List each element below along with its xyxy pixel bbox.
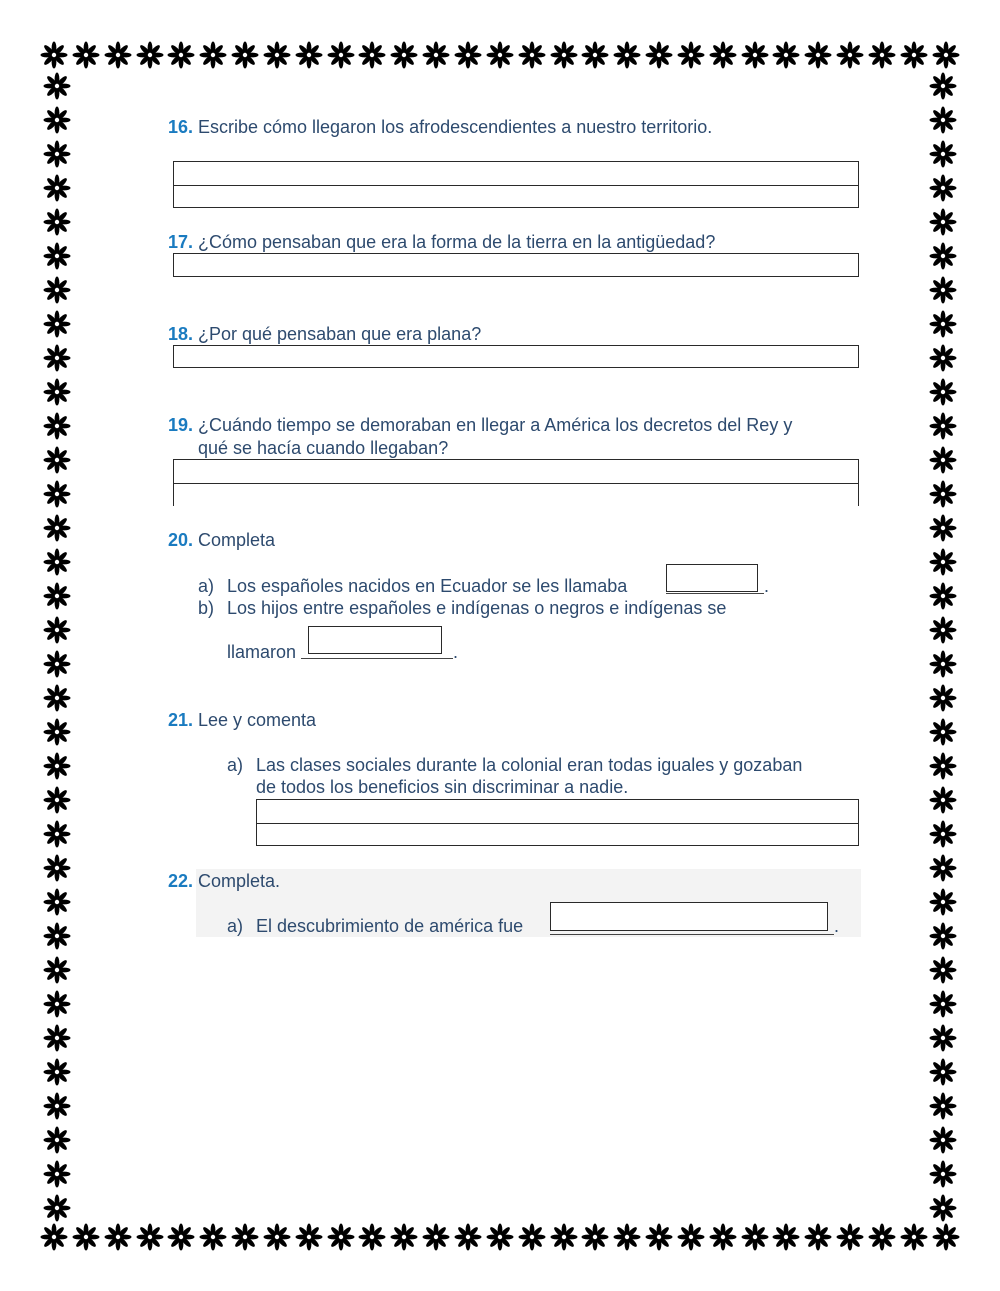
asterisk-flower-icon bbox=[43, 990, 71, 1018]
asterisk-flower-icon bbox=[199, 41, 227, 69]
asterisk-flower-icon bbox=[581, 1223, 609, 1251]
asterisk-flower-icon bbox=[263, 1223, 291, 1251]
asterisk-flower-icon bbox=[390, 41, 418, 69]
asterisk-flower-icon bbox=[40, 41, 68, 69]
asterisk-flower-icon bbox=[43, 582, 71, 610]
asterisk-flower-icon bbox=[43, 684, 71, 712]
asterisk-flower-icon bbox=[518, 1223, 546, 1251]
asterisk-flower-icon bbox=[929, 378, 957, 406]
question-21a-line1: Las clases sociales durante la colonial eran todas iguales y gozaban bbox=[256, 755, 803, 775]
answer-17-field[interactable] bbox=[173, 253, 859, 277]
asterisk-flower-icon bbox=[43, 888, 71, 916]
question-19-text-line1: ¿Cuándo tiempo se demoraban en llegar a América los decretos del Rey y bbox=[198, 415, 793, 435]
asterisk-flower-icon bbox=[518, 41, 546, 69]
asterisk-flower-icon bbox=[43, 446, 71, 474]
asterisk-flower-icon bbox=[929, 1126, 957, 1154]
asterisk-flower-icon bbox=[929, 174, 957, 202]
asterisk-flower-icon bbox=[358, 1223, 386, 1251]
asterisk-flower-icon bbox=[709, 41, 737, 69]
asterisk-flower-icon bbox=[43, 140, 71, 168]
answer-22a-underline bbox=[550, 934, 834, 935]
asterisk-flower-icon bbox=[43, 208, 71, 236]
asterisk-flower-icon bbox=[613, 1223, 641, 1251]
question-17-text: ¿Cómo pensaban que era la forma de la tierra en la antigüedad? bbox=[198, 232, 716, 252]
question-21-number: 21. bbox=[168, 710, 194, 730]
asterisk-flower-icon bbox=[929, 548, 957, 576]
answer-21-field[interactable] bbox=[256, 799, 859, 846]
answer-21-divider bbox=[257, 823, 858, 824]
asterisk-flower-icon bbox=[677, 1223, 705, 1251]
question-20-text: Completa bbox=[198, 530, 276, 550]
question-20a-text: Los españoles nacidos en Ecuador se les llamaba bbox=[227, 576, 628, 596]
asterisk-flower-icon bbox=[43, 786, 71, 814]
asterisk-flower-icon bbox=[929, 276, 957, 304]
question-21a-marker: a) bbox=[227, 755, 244, 775]
asterisk-flower-icon bbox=[772, 41, 800, 69]
asterisk-flower-icon bbox=[836, 1223, 864, 1251]
question-20a-marker: a) bbox=[198, 576, 215, 596]
asterisk-flower-icon bbox=[929, 1092, 957, 1120]
asterisk-flower-icon bbox=[804, 1223, 832, 1251]
asterisk-flower-icon bbox=[167, 1223, 195, 1251]
asterisk-flower-icon bbox=[231, 41, 259, 69]
asterisk-flower-icon bbox=[136, 41, 164, 69]
asterisk-flower-icon bbox=[454, 1223, 482, 1251]
asterisk-flower-icon bbox=[741, 1223, 769, 1251]
asterisk-flower-icon bbox=[72, 1223, 100, 1251]
asterisk-flower-icon bbox=[929, 922, 957, 950]
asterisk-flower-icon bbox=[43, 650, 71, 678]
asterisk-flower-icon bbox=[929, 956, 957, 984]
asterisk-flower-icon bbox=[709, 1223, 737, 1251]
asterisk-flower-icon bbox=[43, 480, 71, 508]
border-top bbox=[40, 38, 960, 72]
asterisk-flower-icon bbox=[43, 1058, 71, 1086]
border-left bbox=[40, 72, 74, 1222]
asterisk-flower-icon bbox=[390, 1223, 418, 1251]
question-18-text: ¿Por qué pensaban que era plana? bbox=[198, 324, 482, 344]
answer-16-divider bbox=[174, 185, 858, 186]
question-21a-line2: de todos los beneficios sin discriminar a nadie. bbox=[256, 777, 629, 797]
asterisk-flower-icon bbox=[43, 310, 71, 338]
asterisk-flower-icon bbox=[43, 174, 71, 202]
asterisk-flower-icon bbox=[929, 650, 957, 678]
asterisk-flower-icon bbox=[929, 1024, 957, 1052]
asterisk-flower-icon bbox=[677, 41, 705, 69]
border-bottom bbox=[40, 1220, 960, 1254]
asterisk-flower-icon bbox=[327, 41, 355, 69]
asterisk-flower-icon bbox=[486, 41, 514, 69]
asterisk-flower-icon bbox=[104, 1223, 132, 1251]
answer-20a-underline bbox=[666, 593, 764, 594]
answer-20b-underline bbox=[301, 658, 453, 659]
question-22a-text: El descubrimiento de américa fue bbox=[256, 916, 524, 936]
question-22a-end: . bbox=[834, 916, 840, 936]
asterisk-flower-icon bbox=[43, 276, 71, 304]
asterisk-flower-icon bbox=[929, 106, 957, 134]
question-22-number: 22. bbox=[168, 871, 194, 891]
asterisk-flower-icon bbox=[43, 412, 71, 440]
answer-22a-field[interactable] bbox=[550, 902, 828, 931]
question-16-number: 16. bbox=[168, 117, 194, 137]
asterisk-flower-icon bbox=[900, 41, 928, 69]
question-19-number: 19. bbox=[168, 415, 194, 435]
asterisk-flower-icon bbox=[422, 41, 450, 69]
asterisk-flower-icon bbox=[43, 514, 71, 542]
answer-20b-field[interactable] bbox=[308, 626, 442, 654]
asterisk-flower-icon bbox=[40, 1223, 68, 1251]
asterisk-flower-icon bbox=[43, 1092, 71, 1120]
asterisk-flower-icon bbox=[43, 242, 71, 270]
asterisk-flower-icon bbox=[295, 1223, 323, 1251]
asterisk-flower-icon bbox=[43, 72, 71, 100]
asterisk-flower-icon bbox=[929, 786, 957, 814]
question-20b-marker: b) bbox=[198, 598, 215, 618]
asterisk-flower-icon bbox=[929, 1058, 957, 1086]
asterisk-flower-icon bbox=[929, 140, 957, 168]
asterisk-flower-icon bbox=[422, 1223, 450, 1251]
asterisk-flower-icon bbox=[167, 41, 195, 69]
asterisk-flower-icon bbox=[43, 752, 71, 780]
asterisk-flower-icon bbox=[929, 310, 957, 338]
asterisk-flower-icon bbox=[772, 1223, 800, 1251]
asterisk-flower-icon bbox=[43, 1194, 71, 1222]
asterisk-flower-icon bbox=[932, 41, 960, 69]
question-19-text-line2: qué se hacía cuando llegaban? bbox=[198, 438, 449, 458]
asterisk-flower-icon bbox=[43, 106, 71, 134]
asterisk-flower-icon bbox=[231, 1223, 259, 1251]
asterisk-flower-icon bbox=[43, 854, 71, 882]
asterisk-flower-icon bbox=[929, 718, 957, 746]
answer-18-field[interactable] bbox=[173, 345, 859, 368]
asterisk-flower-icon bbox=[929, 208, 957, 236]
asterisk-flower-icon bbox=[932, 1223, 960, 1251]
asterisk-flower-icon bbox=[43, 820, 71, 848]
asterisk-flower-icon bbox=[43, 718, 71, 746]
answer-19-field[interactable] bbox=[173, 459, 859, 506]
asterisk-flower-icon bbox=[929, 684, 957, 712]
asterisk-flower-icon bbox=[929, 990, 957, 1018]
asterisk-flower-icon bbox=[929, 582, 957, 610]
question-18-number: 18. bbox=[168, 324, 194, 344]
asterisk-flower-icon bbox=[104, 41, 132, 69]
asterisk-flower-icon bbox=[43, 378, 71, 406]
question-20b-end: . bbox=[453, 642, 459, 662]
answer-19-divider bbox=[174, 483, 858, 484]
asterisk-flower-icon bbox=[550, 41, 578, 69]
asterisk-flower-icon bbox=[741, 41, 769, 69]
asterisk-flower-icon bbox=[43, 1024, 71, 1052]
asterisk-flower-icon bbox=[929, 854, 957, 882]
question-22-text: Completa. bbox=[198, 871, 281, 891]
question-20a-end: . bbox=[764, 576, 770, 596]
asterisk-flower-icon bbox=[804, 41, 832, 69]
question-17-number: 17. bbox=[168, 232, 194, 252]
question-22a-marker: a) bbox=[227, 916, 244, 936]
answer-16-field[interactable] bbox=[173, 161, 859, 208]
asterisk-flower-icon bbox=[929, 752, 957, 780]
asterisk-flower-icon bbox=[72, 41, 100, 69]
asterisk-flower-icon bbox=[929, 242, 957, 270]
asterisk-flower-icon bbox=[900, 1223, 928, 1251]
asterisk-flower-icon bbox=[486, 1223, 514, 1251]
question-20-number: 20. bbox=[168, 530, 194, 550]
asterisk-flower-icon bbox=[550, 1223, 578, 1251]
asterisk-flower-icon bbox=[43, 344, 71, 372]
asterisk-flower-icon bbox=[645, 41, 673, 69]
asterisk-flower-icon bbox=[645, 1223, 673, 1251]
asterisk-flower-icon bbox=[929, 820, 957, 848]
asterisk-flower-icon bbox=[929, 72, 957, 100]
asterisk-flower-icon bbox=[929, 616, 957, 644]
asterisk-flower-icon bbox=[43, 922, 71, 950]
asterisk-flower-icon bbox=[43, 1126, 71, 1154]
asterisk-flower-icon bbox=[929, 514, 957, 542]
asterisk-flower-icon bbox=[327, 1223, 355, 1251]
asterisk-flower-icon bbox=[358, 41, 386, 69]
asterisk-flower-icon bbox=[836, 41, 864, 69]
asterisk-flower-icon bbox=[929, 1194, 957, 1222]
asterisk-flower-icon bbox=[868, 41, 896, 69]
asterisk-flower-icon bbox=[263, 41, 291, 69]
answer-20a-field[interactable] bbox=[666, 564, 758, 592]
asterisk-flower-icon bbox=[613, 41, 641, 69]
asterisk-flower-icon bbox=[199, 1223, 227, 1251]
asterisk-flower-icon bbox=[43, 616, 71, 644]
asterisk-flower-icon bbox=[929, 888, 957, 916]
question-20b-text: Los hijos entre españoles e indígenas o negros e indígenas se bbox=[227, 598, 727, 618]
question-16-text: Escribe cómo llegaron los afrodescendientes a nuestro territorio. bbox=[198, 117, 713, 137]
asterisk-flower-icon bbox=[929, 446, 957, 474]
asterisk-flower-icon bbox=[43, 548, 71, 576]
asterisk-flower-icon bbox=[929, 412, 957, 440]
border-right bbox=[926, 72, 960, 1222]
asterisk-flower-icon bbox=[454, 41, 482, 69]
question-20b-text2: llamaron bbox=[227, 642, 297, 662]
asterisk-flower-icon bbox=[929, 344, 957, 372]
asterisk-flower-icon bbox=[136, 1223, 164, 1251]
asterisk-flower-icon bbox=[43, 1160, 71, 1188]
asterisk-flower-icon bbox=[929, 480, 957, 508]
asterisk-flower-icon bbox=[581, 41, 609, 69]
asterisk-flower-icon bbox=[929, 1160, 957, 1188]
asterisk-flower-icon bbox=[43, 956, 71, 984]
asterisk-flower-icon bbox=[868, 1223, 896, 1251]
question-21-text: Lee y comenta bbox=[198, 710, 317, 730]
asterisk-flower-icon bbox=[295, 41, 323, 69]
